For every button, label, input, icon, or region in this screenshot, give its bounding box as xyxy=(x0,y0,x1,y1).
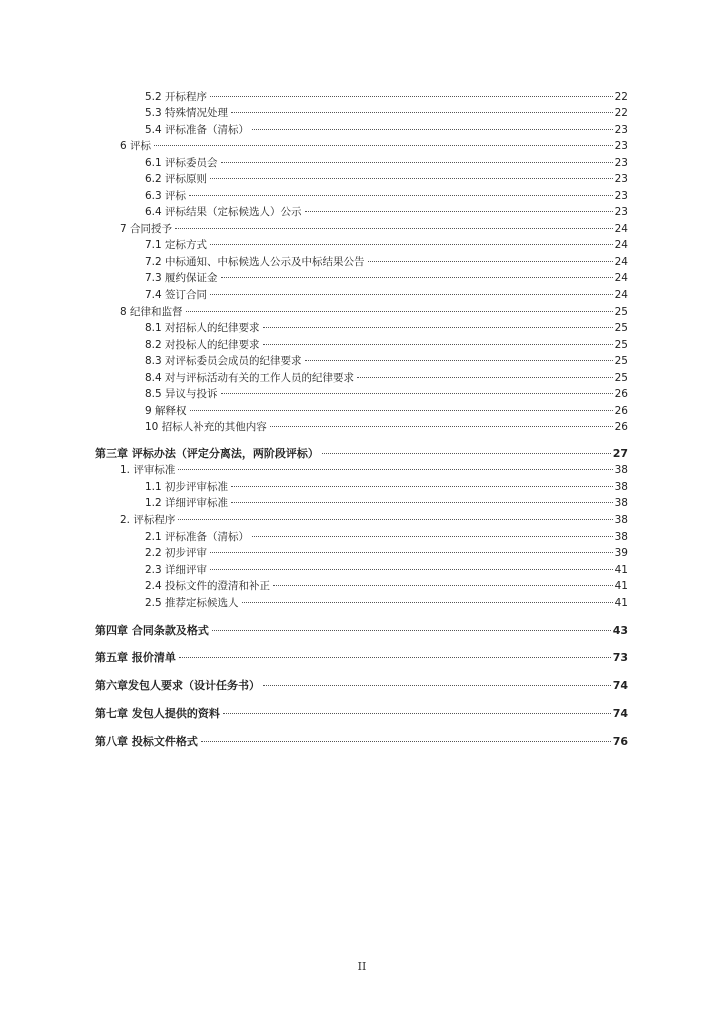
toc-entry-title: 5.4 评标准备（清标） xyxy=(145,124,250,136)
toc-entry-page-number: 24 xyxy=(614,256,628,268)
toc-entry-title: 6.1 评标委员会 xyxy=(145,157,218,169)
toc-entry-page-number: 22 xyxy=(614,107,628,119)
toc-entry-page-number: 24 xyxy=(614,239,628,251)
toc-entry-title: 7.1 定标方式 xyxy=(145,239,208,251)
toc-dot-leader xyxy=(154,145,613,146)
toc-dot-leader xyxy=(368,261,613,262)
toc-entry-page-number: 23 xyxy=(614,173,628,185)
toc-entry[interactable] xyxy=(145,255,628,269)
toc-entry[interactable] xyxy=(145,496,628,510)
toc-entry-page-number: 23 xyxy=(614,124,628,136)
toc-entry-title: 1.1 初步评审标准 xyxy=(145,481,229,493)
toc-dot-leader xyxy=(210,569,613,570)
toc-dot-leader xyxy=(252,536,613,537)
toc-entry-title: 第三章 评标办法（评定分离法，两阶段评标） xyxy=(95,447,319,460)
toc-chapter-entry[interactable] xyxy=(95,624,628,638)
toc-entry[interactable] xyxy=(120,222,628,236)
toc-entry[interactable] xyxy=(145,579,628,593)
toc-entry[interactable] xyxy=(120,463,628,477)
toc-entry-page-number: 38 xyxy=(614,531,628,543)
toc-entry-title: 5.2 开标程序 xyxy=(145,91,208,103)
toc-entry-page-number: 38 xyxy=(614,464,628,476)
toc-entry-title: 5.3 特殊情况处理 xyxy=(145,107,229,119)
toc-entry-page-number: 23 xyxy=(614,140,628,152)
toc-entry[interactable] xyxy=(120,139,628,153)
toc-entry[interactable] xyxy=(145,106,628,120)
toc-dot-leader xyxy=(231,502,613,503)
toc-entry[interactable] xyxy=(145,354,628,368)
toc-dot-leader xyxy=(357,377,613,378)
toc-entry-page-number: 74 xyxy=(612,679,628,692)
toc-chapter-entry[interactable] xyxy=(95,447,628,461)
toc-dot-leader xyxy=(242,602,613,603)
toc-dot-leader xyxy=(305,360,613,361)
toc-entry-title: 2.3 详细评审 xyxy=(145,564,208,576)
toc-entry-page-number: 38 xyxy=(614,514,628,526)
toc-entry[interactable] xyxy=(145,338,628,352)
toc-entry-page-number: 26 xyxy=(614,421,628,433)
toc-entry-title: 7.2 中标通知、中标候选人公示及中标结果公告 xyxy=(145,256,365,268)
toc-dot-leader xyxy=(186,311,613,312)
toc-entry-page-number: 41 xyxy=(614,597,628,609)
toc-entry-page-number: 38 xyxy=(614,481,628,493)
toc-entry-title: 第六章发包人要求（设计任务书） xyxy=(95,679,260,692)
toc-entry-title: 第八章 投标文件格式 xyxy=(95,735,198,748)
toc-entry-page-number: 39 xyxy=(614,547,628,559)
toc-entry-title: 8.4 对与评标活动有关的工作人员的纪律要求 xyxy=(145,372,355,384)
toc-entry[interactable] xyxy=(145,156,628,170)
toc-entry-page-number: 26 xyxy=(614,388,628,400)
toc-dot-leader xyxy=(270,426,613,427)
toc-entry-title: 6.3 评标 xyxy=(145,190,187,202)
toc-entry[interactable] xyxy=(145,530,628,544)
toc-entry-title: 8.3 对评标委员会成员的纪律要求 xyxy=(145,355,302,367)
toc-entry[interactable] xyxy=(145,205,628,219)
toc-entry-title: 7.3 履约保证金 xyxy=(145,272,218,284)
toc-entry-title: 1. 评审标准 xyxy=(120,464,176,476)
toc-entry[interactable] xyxy=(145,404,628,418)
toc-dot-leader xyxy=(178,469,612,470)
toc-entry-page-number: 23 xyxy=(614,190,628,202)
toc-dot-leader xyxy=(210,552,613,553)
toc-entry[interactable] xyxy=(145,387,628,401)
toc-entry-page-number: 76 xyxy=(612,735,628,748)
toc-entry-title: 2.2 初步评审 xyxy=(145,547,208,559)
toc-entry[interactable] xyxy=(145,172,628,186)
toc-entry-title: 7.4 签订合同 xyxy=(145,289,208,301)
toc-entry-page-number: 43 xyxy=(612,624,628,637)
toc-entry[interactable] xyxy=(145,371,628,385)
toc-entry-page-number: 74 xyxy=(612,707,628,720)
toc-entry-page-number: 22 xyxy=(614,91,628,103)
toc-entry-page-number: 24 xyxy=(614,289,628,301)
toc-entry-page-number: 38 xyxy=(614,497,628,509)
toc-entry-title: 8.5 异议与投诉 xyxy=(145,388,218,400)
toc-dot-leader xyxy=(231,486,613,487)
toc-entry-title: 8 纪律和监督 xyxy=(120,306,183,318)
toc-entry-title: 8.2 对投标人的纪律要求 xyxy=(145,339,260,351)
toc-dot-leader xyxy=(189,195,613,196)
toc-entry[interactable] xyxy=(145,420,628,434)
toc-entry-page-number: 25 xyxy=(614,372,628,384)
toc-entry-title: 2.1 评标准备（清标） xyxy=(145,531,250,543)
toc-entry[interactable] xyxy=(120,513,628,527)
toc-dot-leader xyxy=(190,410,613,411)
toc-entry[interactable] xyxy=(145,189,628,203)
toc-entry[interactable] xyxy=(145,271,628,285)
toc-entry[interactable] xyxy=(145,546,628,560)
toc-entry-title: 1.2 详细评审标准 xyxy=(145,497,229,509)
toc-dot-leader xyxy=(201,741,611,742)
toc-dot-leader xyxy=(263,344,613,345)
toc-entry-page-number: 24 xyxy=(614,272,628,284)
toc-dot-leader xyxy=(231,112,613,113)
toc-chapter-entry[interactable] xyxy=(95,651,628,665)
toc-dot-leader xyxy=(252,129,613,130)
toc-entry[interactable] xyxy=(145,480,628,494)
toc-entry[interactable] xyxy=(145,288,628,302)
toc-entry[interactable] xyxy=(145,123,628,137)
toc-entry-title: 8.1 对招标人的纪律要求 xyxy=(145,322,260,334)
toc-dot-leader xyxy=(322,453,611,454)
toc-entry-page-number: 27 xyxy=(612,447,628,460)
toc-entry-title: 第七章 发包人提供的资料 xyxy=(95,707,220,720)
toc-dot-leader xyxy=(178,519,612,520)
toc-dot-leader xyxy=(223,713,611,714)
toc-entry[interactable] xyxy=(145,563,628,577)
toc-dot-leader xyxy=(221,162,613,163)
toc-dot-leader xyxy=(175,228,613,229)
toc-dot-leader xyxy=(210,244,613,245)
toc-entry-title: 2.5 推荐定标候选人 xyxy=(145,597,239,609)
toc-entry-title: 第五章 报价清单 xyxy=(95,651,176,664)
toc-entry-title: 2.4 投标文件的澄清和补正 xyxy=(145,580,271,592)
toc-entry-page-number: 73 xyxy=(612,651,628,664)
toc-dot-leader xyxy=(210,294,613,295)
toc-dot-leader xyxy=(263,327,613,328)
toc-entry-page-number: 24 xyxy=(614,223,628,235)
toc-entry-page-number: 26 xyxy=(614,405,628,417)
toc-entry-title: 9 解释权 xyxy=(145,405,187,417)
toc-chapter-entry[interactable] xyxy=(95,735,628,749)
toc-entry-page-number: 41 xyxy=(614,564,628,576)
toc-chapter-entry[interactable] xyxy=(95,707,628,721)
toc-entry-title: 第四章 合同条款及格式 xyxy=(95,624,209,637)
toc-entry-title: 10 招标人补充的其他内容 xyxy=(145,421,267,433)
toc-entry-page-number: 23 xyxy=(614,157,628,169)
toc-entry[interactable] xyxy=(145,90,628,104)
toc-entry-title: 6.4 评标结果（定标候选人）公示 xyxy=(145,206,302,218)
toc-entry-page-number: 25 xyxy=(614,355,628,367)
toc-entry[interactable] xyxy=(145,596,628,610)
toc-chapter-entry[interactable] xyxy=(95,679,628,693)
toc-entry-page-number: 25 xyxy=(614,339,628,351)
toc-dot-leader xyxy=(210,96,613,97)
toc-entry-page-number: 25 xyxy=(614,306,628,318)
toc-entry-title: 6.2 评标原则 xyxy=(145,173,208,185)
toc-dot-leader xyxy=(210,178,613,179)
toc-dot-leader xyxy=(273,585,613,586)
toc-entry-title: 2. 评标程序 xyxy=(120,514,176,526)
toc-entry-page-number: 23 xyxy=(614,206,628,218)
toc-entry[interactable] xyxy=(145,238,628,252)
toc-entry-page-number: 41 xyxy=(614,580,628,592)
toc-dot-leader xyxy=(179,657,611,658)
toc-dot-leader xyxy=(212,630,611,631)
toc-entry-title: 7 合同授予 xyxy=(120,223,173,235)
toc-entry[interactable] xyxy=(145,321,628,335)
toc-dot-leader xyxy=(221,393,613,394)
page-number: II xyxy=(357,960,367,973)
toc-entry-title: 6 评标 xyxy=(120,140,152,152)
toc-dot-leader xyxy=(221,277,613,278)
toc-entry-page-number: 25 xyxy=(614,322,628,334)
toc-dot-leader xyxy=(305,211,613,212)
toc-entry[interactable] xyxy=(120,305,628,319)
toc-dot-leader xyxy=(263,685,611,686)
